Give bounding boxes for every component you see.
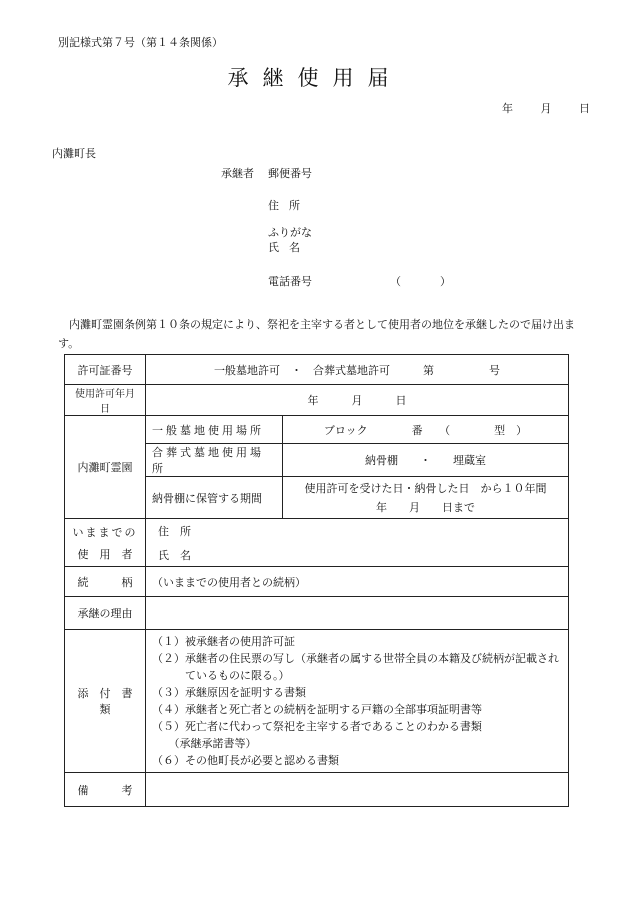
attachments-label: 添 付 書 類 <box>65 630 146 773</box>
previous-user-address-label: 住 所 <box>158 524 191 538</box>
table-row <box>65 567 569 597</box>
table-row <box>65 773 569 807</box>
succession-form-table <box>64 354 569 807</box>
previous-user-label <box>65 519 146 567</box>
table-row <box>65 519 569 567</box>
succession-reason-label: 承継の理由 <box>65 597 146 630</box>
cemetery-label: 内灘町霊園 <box>65 416 146 519</box>
attachments-list <box>146 630 569 773</box>
general-grave-label: 一般墓地使用場所 <box>146 416 283 444</box>
attachment-item: （５）死亡者に代わって祭祀を主宰する者であることのわかる書類 <box>152 720 482 733</box>
permit-number-label: 許可証番号 <box>65 355 146 385</box>
postal-code-label: 郵便番号 <box>268 167 312 180</box>
address-label: 住所 <box>268 199 310 212</box>
communal-grave-label: 合葬式墓地使用場所 <box>146 444 283 477</box>
remarks-value <box>146 773 569 807</box>
table-row <box>65 355 569 385</box>
relationship-label: 続 柄 <box>65 567 146 597</box>
previous-user-name-label: 氏 名 <box>158 548 191 562</box>
communal-grave-value: 納骨棚 ・ 埋蔵室 <box>283 444 569 477</box>
submission-date: 年 月 日 <box>502 102 590 115</box>
previous-user-label-line-1: いままでの <box>72 525 138 539</box>
phone-paren-open: （ <box>390 275 401 288</box>
previous-user-value <box>146 519 569 567</box>
general-grave-value: ブロック 番 （ 型 ） <box>283 416 569 444</box>
furigana-label: ふりがな <box>268 226 312 239</box>
attachment-item: （６）その他町長が必要と認める書類 <box>152 754 339 767</box>
addressee: 内灘町長 <box>52 147 96 160</box>
attachment-item: （４）承継者と死亡者との続柄を証明する戸籍の全部事項証明書等 <box>152 703 482 716</box>
successor-role-label: 承継者 <box>221 167 254 180</box>
attachment-item: （１）被承継者の使用許可証 <box>152 635 295 648</box>
attachment-item: （２）承継者の住民票の写し（承継者の属する世帯全員の本籍及び続柄が記載され <box>152 652 559 665</box>
storage-period-line-2: 年 月 日まで <box>376 501 475 514</box>
storage-period-label: 納骨棚に保管する期間 <box>146 477 283 519</box>
form-number: 別記様式第７号（第１４条関係） <box>58 36 223 49</box>
storage-period-value <box>283 477 569 519</box>
name-label: 氏名 <box>268 241 310 254</box>
attachment-item: （３）承継原因を証明する書類 <box>152 686 306 699</box>
storage-period-line-1: 使用許可を受けた日・納骨した日 から１０年間 <box>304 482 547 495</box>
previous-user-label-line-2: 使 用 者 <box>77 547 133 561</box>
phone-label: 電話番号 <box>268 275 312 288</box>
statement-text: 内灘町霊園条例第１０条の規定により、祭祀を主宰する者として使用者の地位を承継したので届け出ます。 <box>58 318 575 350</box>
attachment-item: （承継承諾書等） <box>152 737 257 750</box>
phone-paren-close: ） <box>440 275 451 288</box>
table-row <box>65 385 569 416</box>
remarks-label: 備 考 <box>65 773 146 807</box>
table-row <box>65 597 569 630</box>
permit-date-value: 年 月 日 <box>146 385 569 416</box>
table-row <box>65 416 569 444</box>
permit-date-label: 使用許可年月日 <box>65 385 146 416</box>
succession-reason-value <box>146 597 569 630</box>
page-title: 承継使用届 <box>227 66 403 90</box>
relationship-value: （いままでの使用者との続柄） <box>146 567 569 597</box>
permit-number-value: 一般墓地許可 ・ 合葬式墓地許可 第 号 <box>146 355 569 385</box>
table-row <box>65 630 569 773</box>
attachment-item: ているものに限る。） <box>152 669 290 682</box>
